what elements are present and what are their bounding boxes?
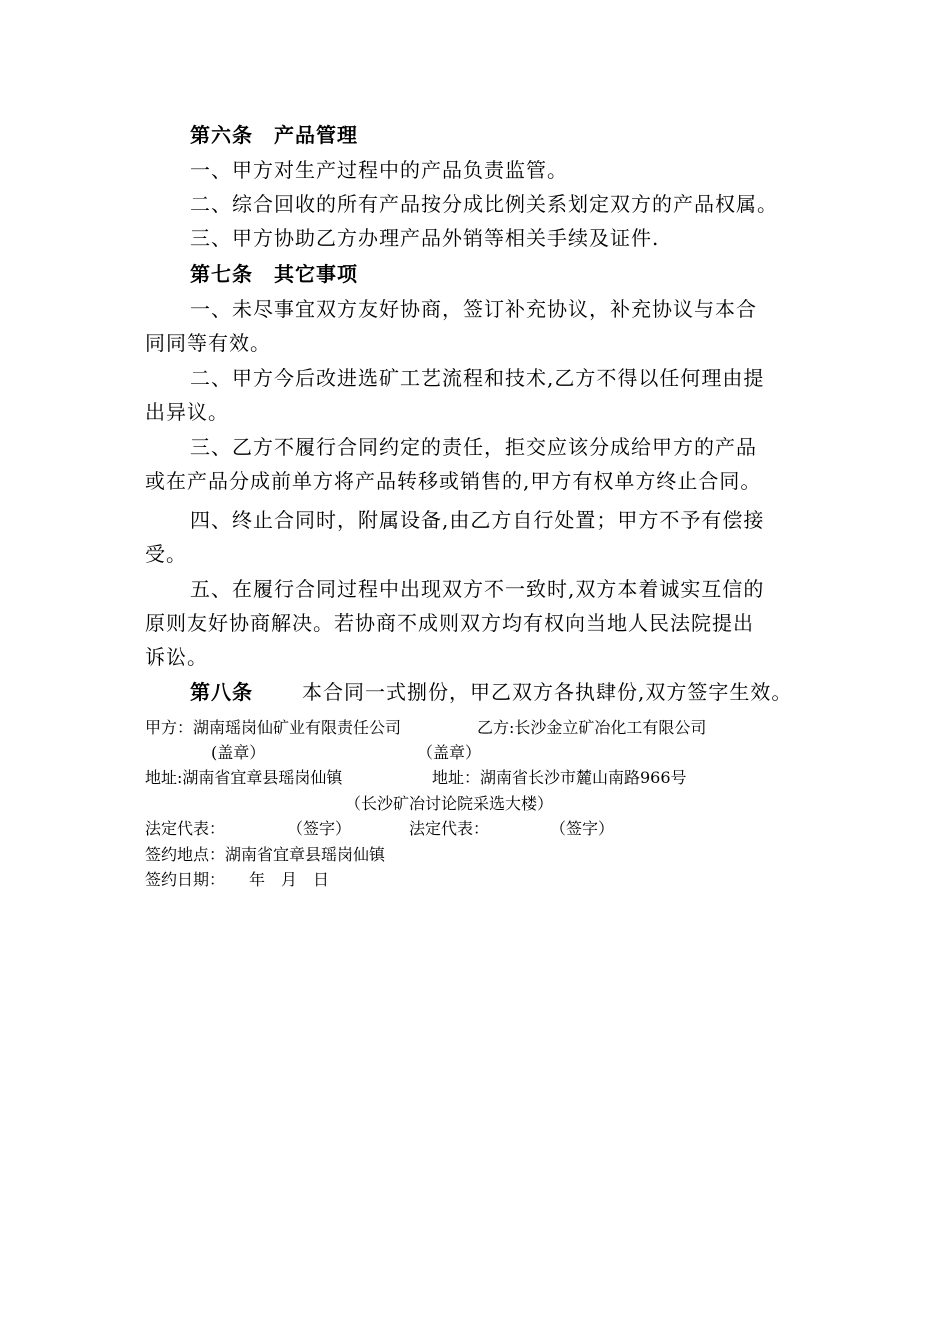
- article-7-item-3-line-1: 三、乙方不履行合同约定的责任，拒交应该分成给甲方的产品: [190, 435, 757, 459]
- party-b-seal: （盖章）: [417, 743, 482, 762]
- party-b-name: 乙方:长沙金立矿冶化工有限公司: [477, 718, 707, 737]
- article-7-item-4-line-1: 四、终止合同时，附属设备,由乙方自行处置；甲方不予有偿接: [190, 508, 765, 532]
- article-7-item-3-line-2: 或在产品分成前单方将产品转移或销售的,甲方有权单方终止合同。: [145, 469, 762, 493]
- article-6-heading: 第六条 产品管理: [190, 123, 358, 147]
- party-a-address: 地址:湖南省宜章县瑶岗仙镇: [145, 768, 343, 787]
- party-b-legal-rep-label: 法定代表：: [409, 819, 490, 838]
- party-a-sign-field: （签字）: [287, 819, 352, 838]
- signing-place: 签约地点：湖南省宜章县瑶岗仙镇: [145, 845, 386, 864]
- article-7-heading: 第七条 其它事项: [190, 262, 358, 286]
- party-b-sign-field: （签字）: [550, 819, 615, 838]
- article-6-item-2: 二、综合回收的所有产品按分成比例关系划定双方的产品权属。: [190, 192, 778, 216]
- article-6-item-3: 三、甲方协助乙方办理产品外销等相关手续及证件.: [190, 226, 660, 250]
- party-a-name: 甲方：湖南瑶岗仙矿业有限责任公司: [145, 718, 402, 737]
- article-7-item-2-line-1: 二、甲方今后改进选矿工艺流程和技术,乙方不得以任何理由提: [190, 366, 765, 390]
- party-a-legal-rep-label: 法定代表：: [145, 819, 226, 838]
- party-a-seal: (盖章）: [211, 743, 266, 762]
- article-7-item-5-line-1: 五、在履行合同过程中出现双方不一致时,双方本着诚实互信的: [190, 577, 765, 601]
- signing-date: 签约日期： 年 月 日: [145, 870, 330, 889]
- article-7-item-4-line-2: 受。: [145, 542, 187, 566]
- party-b-address: 地址：湖南省长沙市麓山南路966号: [432, 768, 687, 787]
- article-6-item-1: 一、甲方对生产过程中的产品负责监管。: [190, 158, 568, 182]
- article-8-heading: 第八条: [190, 680, 253, 704]
- article-7-item-1-line-2: 同同等有效。: [145, 331, 271, 355]
- article-7-item-2-line-2: 出异议。: [145, 400, 229, 424]
- article-7-item-5-line-2: 原则友好协商解决。若协商不成则双方均有权向当地人民法院提出: [145, 611, 754, 635]
- article-8-text: 本合同一式捌份，甲乙双方各执肆份,双方签字生效。: [302, 680, 793, 704]
- article-7-item-5-line-3: 诉讼。: [145, 645, 208, 669]
- article-7-item-1-line-1: 一、未尽事宜双方友好协商，签订补充协议，补充协议与本合: [190, 297, 757, 321]
- party-b-address-note: （长沙矿冶讨论院采选大楼）: [345, 794, 554, 813]
